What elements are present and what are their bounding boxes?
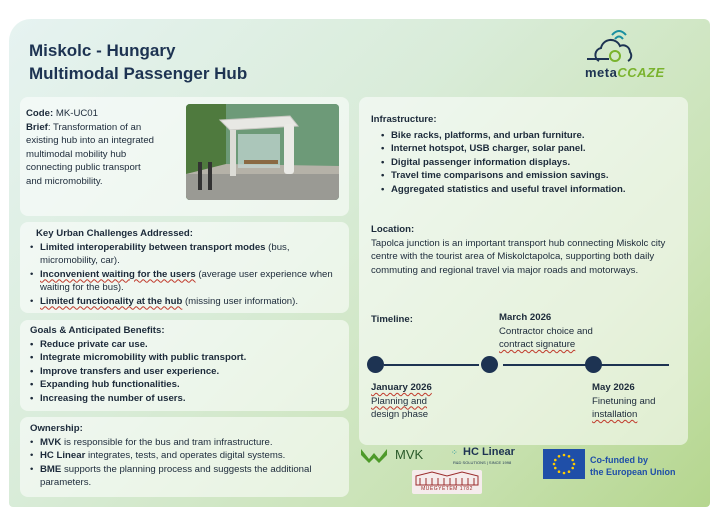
list-item: • Reduce private car use.: [28, 338, 348, 352]
bme-text: MŰEGYETEM 1782: [421, 486, 473, 492]
mvk-mark-icon: [359, 445, 389, 465]
owner-3-bold: BME: [40, 463, 62, 475]
list-item: • Bike racks, platforms, and urban furniture.: [379, 129, 683, 143]
challenge-3-bold: Limited functionality at the hub: [40, 295, 183, 307]
event-line: contract signature: [499, 339, 576, 350]
ownership-heading: Ownership:: [30, 423, 83, 434]
event-line: Planning and: [371, 395, 428, 407]
goals-content: [28, 324, 348, 405]
goals-list: [28, 338, 348, 406]
timeline-event-may: [592, 381, 692, 422]
list-item: [28, 463, 328, 490]
list-item: [28, 436, 328, 450]
challenge-1-bold: Limited interoperability between transport modes: [40, 241, 266, 253]
list-item: • Digital passenger information displays.: [379, 156, 683, 170]
bme-logo: [412, 470, 482, 494]
title-line-1: Miskolc - Hungary: [29, 41, 176, 60]
mvk-text: MVK: [395, 447, 424, 462]
metaccaze-logo: [565, 27, 695, 87]
infrastructure-heading: Infrastructure:: [371, 114, 437, 125]
eu-text: [590, 454, 676, 478]
event-line: Finetuning and: [592, 395, 656, 407]
timeline-dot-may: [585, 356, 602, 373]
owner-2-rest: integrates, tests, and operates digital systems.: [85, 450, 286, 461]
bus-shelter-image: [186, 104, 339, 200]
slide: [9, 19, 710, 507]
eu-stars-icon: [543, 449, 585, 479]
goals-heading: Goals & Anticipated Benefits:: [30, 325, 165, 336]
logo-meta: meta: [585, 65, 618, 80]
challenge-2-rest: (average user experience when waiting for the bus).: [40, 268, 333, 293]
hub-photo: [186, 104, 339, 200]
eu-text-line-1: Co-funded by: [590, 455, 648, 465]
event-line: installation: [592, 409, 638, 420]
list-item: [28, 449, 328, 463]
ownership-content: [28, 422, 328, 490]
brief-label: Brief: [26, 121, 48, 133]
challenge-3-rest: (missing user information).: [182, 295, 299, 307]
hc-linear-text: HC Linear: [463, 446, 515, 458]
timeline-event-january: [371, 381, 481, 422]
owner-2-bold: HC Linear: [40, 450, 86, 461]
challenge-2-bold: Inconvenient waiting for the users: [40, 268, 196, 280]
challenge-1-rest: (bus, micromobility, car).: [40, 241, 290, 266]
challenges-list: [28, 241, 348, 309]
brief-text: : Transformation of an existing hub into an integrated multimodal mobility hub connecting public transport and micromobility.: [26, 121, 155, 187]
ownership-list: [28, 436, 328, 490]
list-item: • Expanding hub functionalities.: [28, 378, 348, 392]
hc-linear-subtext: R&D SOLUTIONS | SINCE 1998: [453, 460, 512, 465]
list-item: • Integrate micromobility with public transport.: [28, 351, 348, 365]
timeline-event-march: [499, 311, 629, 352]
mvk-logo: [359, 445, 439, 467]
event-date: March 2026: [499, 312, 552, 323]
page-title: [29, 39, 247, 85]
event-date: May 2026: [592, 382, 635, 393]
timeline-line-1: [384, 364, 479, 366]
event-line: Contractor choice and: [499, 325, 593, 337]
infrastructure-list: [371, 129, 683, 197]
owner-1-bold: MVK: [40, 436, 62, 448]
code-value: MK-UC01: [55, 108, 98, 119]
list-item: [28, 295, 348, 309]
timeline-line-3: [599, 364, 669, 366]
list-item: • Travel time comparisons and emission savings.: [379, 169, 683, 183]
university-building-icon: [412, 470, 482, 486]
owner-1-rest: is responsible for the bus and tram infrastructure.: [61, 436, 273, 448]
cloud-plug-icon: [585, 27, 655, 67]
intro-text: [26, 107, 154, 188]
location-content: [371, 223, 681, 277]
list-item: • Aggregated statistics and useful travel information.: [379, 183, 683, 197]
logo-ccaze: CCAZE: [617, 65, 665, 80]
event-date: January 2026: [371, 382, 432, 393]
code-label: Code:: [26, 108, 54, 119]
timeline-dot-march: [481, 356, 498, 373]
title-line-2: Multimodal Passenger Hub: [29, 64, 248, 83]
event-line: design phase: [371, 409, 429, 420]
timeline-line-2: [503, 364, 593, 366]
challenges-content: [28, 227, 348, 308]
location-text: Tapolca junction is an important transport hub connecting Miskolc city centre with the tourist area of Miskolctapolca, supporting both daily commuting and regional travel via major roads and motorways.: [371, 237, 666, 276]
eu-logo: [543, 449, 693, 483]
timeline-heading: Timeline:: [371, 314, 413, 325]
hc-dots-icon: ⁘: [451, 448, 457, 457]
timeline-dot-january: [367, 356, 384, 373]
hc-linear-logo: [451, 446, 541, 470]
eu-text-line-2: the European Union: [590, 467, 676, 477]
eu-flag: [543, 449, 585, 479]
infrastructure-content: [371, 113, 683, 196]
list-item: [28, 241, 348, 268]
owner-3-rest: supports the planning process and suggests the additional parameters.: [40, 463, 312, 488]
list-item: [28, 268, 348, 295]
list-item: • Internet hotspot, USB charger, solar panel.: [379, 142, 683, 156]
list-item: • Improve transfers and user experience.: [28, 365, 348, 379]
location-heading: Location:: [371, 224, 415, 235]
challenges-heading: Key Urban Challenges Addressed:: [36, 228, 193, 239]
list-item: • Increasing the number of users.: [28, 392, 348, 406]
